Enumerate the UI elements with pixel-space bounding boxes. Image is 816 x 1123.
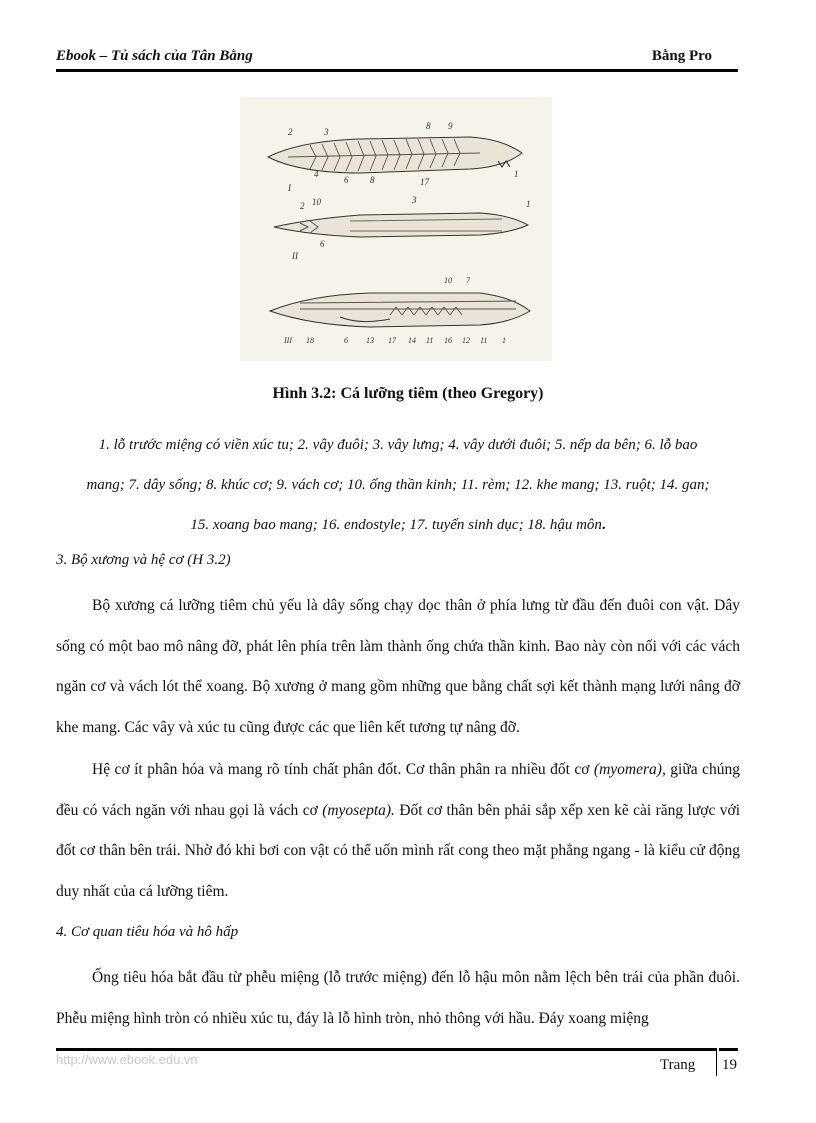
fig-panel-label: II [292, 251, 298, 261]
fig-label: 1 [526, 199, 531, 209]
figure-legend [56, 425, 740, 545]
header-book-title: Ebook – Tủ sách của Tân Bằng [56, 48, 253, 64]
legend-line: mang; 7. dây sống; 8. khúc cơ; 9. vách cơ; 10. ống thần kinh; 11. rèm; 12. khe mang; 13. ruột; 14. gan; [86, 477, 710, 493]
fig-label: 6 [344, 336, 348, 345]
section-4-paragraph-1: Ống tiêu hóa bắt đầu từ phễu miệng (lỗ trước miệng) đến lỗ hậu môn nằm lệch bên trái của phần đuôi. Phễu miệng hình tròn có nhiều xúc tu, đáy là lỗ hình tròn, nhỏ thông với hầu. Đáy xoang miệng [56, 969, 740, 1027]
fig-label: 8 [370, 175, 375, 185]
fig-panel-label: III [284, 336, 292, 345]
fig-label: 3 [412, 195, 417, 205]
header-rule [56, 69, 738, 72]
fig-label: 9 [448, 121, 453, 131]
figure-panel-1 [268, 137, 522, 173]
legend-line-text: 15. xoang bao mang; 16. endostyle; 17. tuyến sinh dục; 18. hậu môn [190, 517, 602, 533]
figure-panel-2 [274, 213, 528, 237]
paragraph-text: Hệ cơ ít phân hóa và mang rõ tính chất phân đốt. Cơ thân phân ra nhiều đốt cơ [92, 761, 594, 778]
section-3-paragraph-2 [56, 750, 740, 912]
fig-label: 7 [466, 276, 470, 285]
fig-panel-label: I [288, 183, 291, 193]
lancelet-illustration [240, 97, 552, 361]
fig-label: 4 [314, 169, 319, 179]
fig-label: 2 [288, 127, 293, 137]
fig-label: 1 [514, 169, 519, 179]
section-4-heading: 4. Cơ quan tiêu hóa và hô hấp [56, 924, 239, 940]
fig-label: 6 [320, 239, 325, 249]
figure-caption: Hình 3.2: Cá lưỡng tiêm (theo Gregory) [272, 385, 544, 402]
fig-label: 18 [306, 336, 314, 345]
footer-page-number: 19 [722, 1057, 737, 1073]
fig-label: 17 [388, 336, 396, 345]
fig-label: 10 [444, 276, 452, 285]
fig-label: 10 [312, 197, 321, 207]
paragraph-text: Đốt cơ thân bên phải sắp xếp xen kẽ cài răng lược với đốt cơ thân bên trái. Nhờ đó khi bơi con vật có thể uốn mình rất cong theo mặt phẳng ngang - là kiểu cử động duy nhất của cá lưỡng tiêm. [56, 801, 740, 900]
fig-label: 12 [462, 336, 470, 345]
header-author: Bằng Pro [651, 48, 712, 64]
fig-label: 14 [408, 336, 416, 345]
fig-label: 8 [426, 121, 431, 131]
fig-label: 11 [480, 336, 488, 345]
fig-label: 13 [366, 336, 374, 345]
legend-line-end: . [601, 517, 606, 533]
footer-rule [56, 1048, 716, 1051]
fig-label: 6 [344, 175, 349, 185]
figure-panel-3 [270, 293, 530, 327]
section-3-heading: 3. Bộ xương và hệ cơ (H 3.2) [56, 552, 231, 568]
fig-label: 3 [324, 127, 329, 137]
fig-label: 1 [502, 336, 506, 345]
term-myosepta: (myosepta). [322, 801, 395, 819]
footer-divider [716, 1048, 717, 1076]
fig-label: 16 [444, 336, 452, 345]
footer-rule-right [719, 1048, 738, 1051]
fig-label: 2 [300, 201, 305, 211]
term-myomera: (myomera) [593, 761, 662, 778]
paragraph-text: , giữa chúng đều có vách ngăn với nhau gọi là vách cơ [56, 761, 740, 819]
fig-label: 11 [426, 336, 434, 345]
legend-line [56, 505, 740, 545]
fig-label: 17 [420, 177, 429, 187]
footer-watermark-url: http://www.ebook.edu.vn [56, 1052, 198, 1067]
page-header [56, 48, 738, 70]
footer-page-label: Trang [660, 1057, 696, 1073]
section-3-paragraph-1: Bộ xương cá lưỡng tiêm chủ yếu là dây sống chạy dọc thân ở phía lưng từ đầu đến đuôi con vật. Dây sống có một bao mô nâng đỡ, phát lên phía trên làm thành ống chứa thần kinh. Bao này còn nối với các vách ngăn cơ và vách lót thể xoang. Bộ xương ở mang gồm những que bằng chất sợi kết thành mạng lưới nâng đỡ khe mang. Các vây và xúc tu cũng được các que liên kết tương tự nâng đỡ. [56, 597, 740, 736]
legend-line: 1. lỗ trước miệng có viền xúc tu; 2. vây đuôi; 3. vây lưng; 4. vây dưới đuôi; 5. nếp da bên; 6. lỗ bao [98, 437, 698, 453]
lancelet-figure [240, 97, 552, 361]
